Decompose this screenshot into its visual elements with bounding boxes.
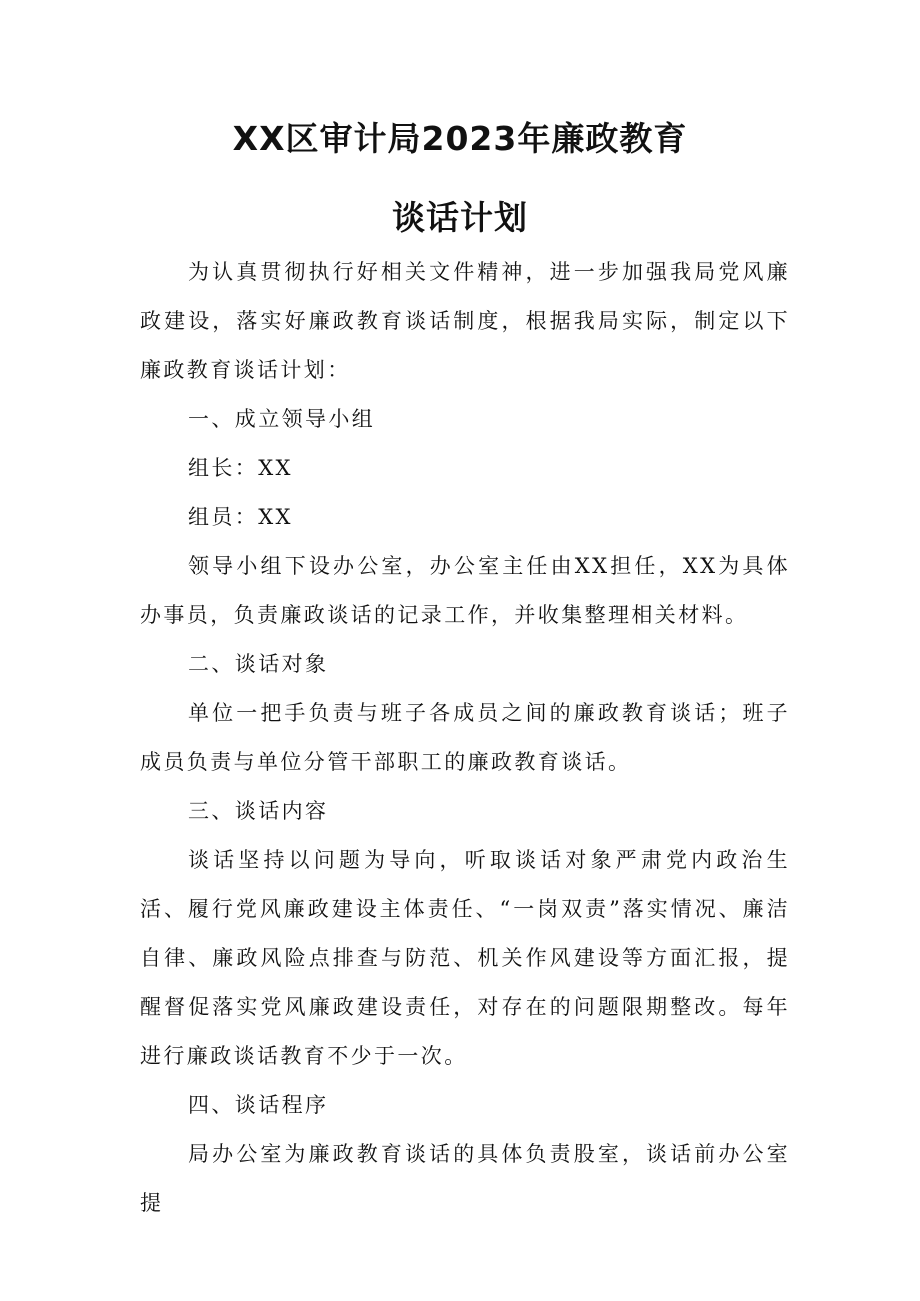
section-heading-1: 一、成立领导小组	[188, 407, 376, 431]
paragraph-content: 谈话坚持以问题为导向，听取谈话对象严肃党内政治生活、履行党风廉政建设主体责任、“一岗双责”落实情况、廉洁自律、廉政风险点排查与防范、机关作风建设等方面汇报，提醒督促落实党风廉政建设责任，对存在的问题限期整改。每年进行廉政谈话教育不少于一次。	[140, 848, 790, 1068]
paragraph-group-leader: 组长：XX	[188, 456, 293, 480]
document-title-line-2: 谈话计划	[392, 198, 528, 237]
paragraph-targets: 单位一把手负责与班子各成员之间的廉政教育谈话；班子成员负责与单位分管干部职工的廉政教育谈话。	[140, 701, 790, 774]
section-heading-3: 三、谈话内容	[188, 799, 329, 823]
paragraph-procedure: 局办公室为廉政教育谈话的具体负责股室，谈话前办公室提	[140, 1142, 790, 1215]
document-title-line-1: XX区审计局2023年廉政教育	[232, 119, 688, 158]
paragraph-office: 领导小组下设办公室，办公室主任由XX担任，XX为具体办事员，负责廉政谈话的记录工作，并收集整理相关材料。	[140, 554, 790, 627]
paragraph-group-members: 组员：XX	[188, 505, 293, 529]
section-heading-2: 二、谈话对象	[188, 652, 329, 676]
document-body	[140, 248, 790, 1228]
section-heading-4: 四、谈话程序	[188, 1093, 329, 1117]
paragraph-intro: 为认真贯彻执行好相关文件精神，进一步加强我局党风廉政建设，落实好廉政教育谈话制度，根据我局实际，制定以下廉政教育谈话计划：	[140, 260, 790, 382]
